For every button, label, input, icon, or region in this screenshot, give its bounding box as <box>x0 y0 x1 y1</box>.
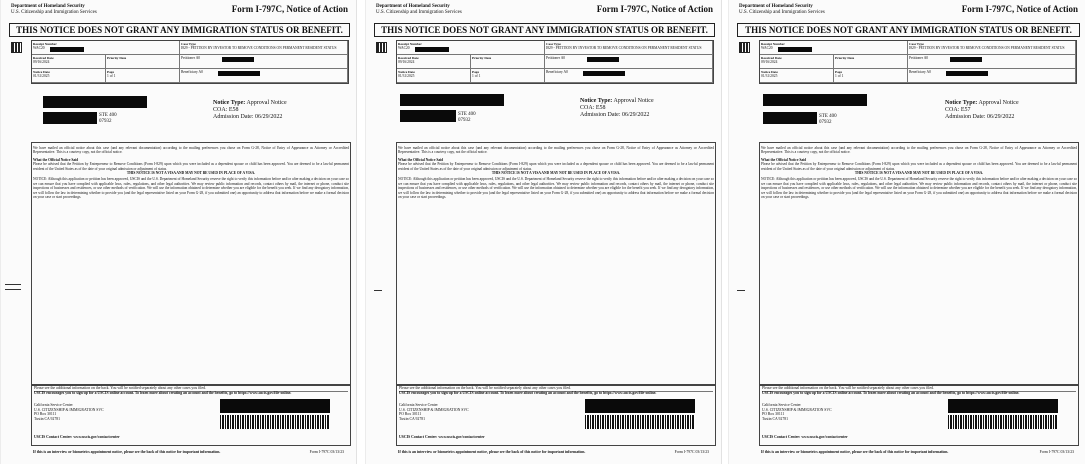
agency-name: Department of Homeland Security <box>11 4 85 9</box>
additional-info: Please see the additional information on the back. You will be notified separately about any other cases you filed. <box>399 386 713 392</box>
notice-date-label: Notice Date <box>398 70 415 74</box>
case-type-cell <box>180 41 348 55</box>
beneficiary-label: Beneficiary <box>546 70 563 74</box>
receipt-label: Receipt Number <box>33 42 57 46</box>
redaction <box>415 47 449 52</box>
beneficiary-value: A0 <box>198 70 203 74</box>
barcode <box>220 415 330 429</box>
received-date-label: Received Date <box>761 56 782 60</box>
notice-type-label: Notice Type: <box>580 98 613 104</box>
petitioner-value: A0 <box>923 56 929 60</box>
petitioner-value: A0 <box>195 56 201 60</box>
office-line-3: PO Box 30111 <box>399 412 422 417</box>
address-line-2: 07932 <box>819 120 832 125</box>
online-account-text: USCIS encourages you to sign up for a USCIS online account. To learn more about creating an account and the benefits, go to https://www.uscis.gov/file-online. <box>34 391 292 395</box>
address-redaction <box>400 94 504 106</box>
body-heading: What the Official Notice Said <box>761 157 807 162</box>
agency-name: Department of Homeland Security <box>739 4 813 9</box>
petitioner-cell <box>545 55 713 69</box>
notice-date-label: Notice Date <box>761 70 778 74</box>
case-type-label: Case Type <box>181 42 196 46</box>
contact-center: USCIS Contact Center: www.uscis.gov/contactcenter <box>762 435 848 439</box>
beneficiary-cell <box>908 69 1076 83</box>
office-line-4: Tustin CA 92781 <box>762 416 789 421</box>
received-date-value: 09/16/2024 <box>33 60 50 64</box>
additional-info: Please see the additional information on the back. You will be notified separately about any other cases you filed. <box>34 386 348 392</box>
petitioner-label: Petitioner <box>546 56 560 60</box>
redaction <box>946 71 988 76</box>
case-type-value: I829 - PETITION BY INVESTOR TO REMOVE CONDITIONS ON PERMANENT RESIDENT STATUS <box>546 46 702 50</box>
receipt-cell <box>397 41 545 55</box>
online-account-text: USCIS encourages you to sign up for a USCIS online account. To learn more about creating an account and the benefits, go to https://www.uscis.gov/file-online. <box>399 391 657 395</box>
notice-body <box>761 146 1077 199</box>
case-type-label: Case Type <box>909 42 924 46</box>
coa: COA: E57 <box>945 107 971 113</box>
case-header-table <box>396 40 714 84</box>
received-date-cell <box>760 55 834 69</box>
receipt-value: WAC20 <box>761 46 773 50</box>
sub-agency-name: U.S. Citizenship and Immigration Services <box>739 10 825 15</box>
notice-type-value: Approval Notice <box>613 98 654 104</box>
address-line-2: 07932 <box>458 118 471 123</box>
coa: COA: E58 <box>213 107 239 113</box>
page-label: Page <box>835 70 842 74</box>
form-title: Form I-797C, Notice of Action <box>961 4 1078 14</box>
coa: COA: E58 <box>580 105 606 111</box>
beneficiary-cell <box>545 69 713 83</box>
receipt-label: Receipt Number <box>761 42 785 46</box>
visa-warning: THIS NOTICE IS NOT A VISA AND MAY NOT BE USED IN PLACE OF A VISA. <box>126 171 256 176</box>
agency-name: Department of Homeland Security <box>376 4 450 9</box>
beneficiary-label: Beneficiary <box>909 70 926 74</box>
received-date-label: Received Date <box>398 56 419 60</box>
notice-type <box>580 98 654 105</box>
intro-text: We have mailed an official notice about this case (and any relevant documentation) according to the mailing preferences you chose on Form G-28, Notice of Entry of Appearance as Attorney or Accredited Representative. This is a courtesy copy, not the official notice. <box>761 146 1077 155</box>
notice-page-2 <box>365 0 722 464</box>
redaction <box>950 57 982 62</box>
admission-date: Admission Date: 06/29/2022 <box>213 114 283 120</box>
bottom-section <box>31 384 351 446</box>
page-value: 1 of 1 <box>472 74 481 78</box>
priority-date-label: Priority Date <box>472 56 492 60</box>
visa-warning: THIS NOTICE IS NOT A VISA AND MAY NOT BE USED IN PLACE OF A VISA. <box>854 171 984 176</box>
sub-agency-name: U.S. Citizenship and Immigration Services <box>376 10 462 15</box>
received-date-cell <box>397 55 471 69</box>
notice-text: NOTICE: Although this application or petition has been approved, USCIS and the U.S. Department of Homeland Security reserve the right to verify this information before and/or after making a decision on your case so we can ensure that you have complied with applicable laws, rules, regulations, and other legal authorities. We may review public information and records, contact others by mail, the internet or phone, conduct site inspections of businesses and residences, or use other methods of verification. We will use the information obtained to determine whether you are eligible for the benefit you seek. If we find any derogatory information, we will follow the law in determining whether to provide you (and the legal representative listed on your Form G-28, if you submitted one) an opportunity to address that information before we make a formal decision on your case or start proceedings. <box>398 177 714 200</box>
case-type-cell <box>545 41 713 55</box>
qr-code-icon <box>11 42 22 53</box>
notice-date-value: 01/31/2025 <box>33 74 50 78</box>
form-title: Form I-797C, Notice of Action <box>231 4 348 14</box>
margin-mark <box>5 284 21 290</box>
office-line-1: California Service Center <box>399 403 438 407</box>
address-redaction <box>763 112 817 124</box>
priority-date-label: Priority Date <box>107 56 127 60</box>
notice-type-label: Notice Type: <box>945 100 978 106</box>
office-address <box>399 403 469 421</box>
sub-agency-name: U.S. Citizenship and Immigration Services <box>11 10 97 15</box>
petitioner-cell <box>908 55 1076 69</box>
redaction <box>778 47 812 52</box>
intro-text: We have mailed an official notice about this case (and any relevant documentation) according to the mailing preferences you chose on Form G-28, Notice of Entry of Appearance as Attorney or Accredited Representative. This is a courtesy copy, not the official notice. <box>398 146 714 155</box>
petitioner-label: Petitioner <box>181 56 195 60</box>
priority-date-cell <box>471 55 545 69</box>
address-redaction <box>400 110 456 122</box>
page-label: Page <box>472 70 479 74</box>
beneficiary-cell <box>180 69 348 83</box>
address-redaction <box>43 112 97 124</box>
office-address <box>34 403 104 421</box>
admission-date: Admission Date: 06/29/2022 <box>580 112 650 118</box>
notice-date-value: 01/31/2025 <box>761 74 778 78</box>
received-date-cell <box>32 55 106 69</box>
footer-note: If this is an interview or biometrics appointment notice, please see the back of this notice for important information. <box>398 450 586 454</box>
barcode-redaction <box>948 399 1058 413</box>
office-line-1: California Service Center <box>762 403 801 407</box>
contact-center: USCIS Contact Center: www.uscis.gov/contactcenter <box>34 435 120 439</box>
address-line-1: STE 400 <box>99 113 117 118</box>
case-header-table <box>31 40 349 84</box>
redaction <box>50 47 84 52</box>
barcode-redaction <box>220 399 330 413</box>
received-date-label: Received Date <box>33 56 54 60</box>
beneficiary-label: Beneficiary <box>181 70 198 74</box>
notice-type <box>213 100 287 107</box>
address-redaction <box>43 96 147 108</box>
notice-type-value: Approval Notice <box>246 100 287 106</box>
notice-date-cell <box>397 69 471 83</box>
page-cell <box>834 69 908 83</box>
beneficiary-value: A0 <box>563 70 568 74</box>
page-label: Page <box>107 70 114 74</box>
petitioner-cell <box>180 55 348 69</box>
notice-body <box>33 146 349 199</box>
body-paragraph: Please be advised that the Petition by Entrepreneur to Remove Conditions (Form I-829) upon which you were included as a dependent spouse or child has been approved. You are deemed to be a lawful permanent resident of the United States as of the date of your original admission or adjustment of status. <box>398 162 714 171</box>
office-line-2: U.S. CITIZENSHIP & IMMIGRATION SVC <box>762 407 832 412</box>
received-date-value: 09/16/2024 <box>761 60 778 64</box>
notice-type-value: Approval Notice <box>978 100 1019 106</box>
case-type-label: Case Type <box>546 42 561 46</box>
notice-body <box>398 146 714 199</box>
form-version: Form I-797C 03/13/23 <box>309 450 344 454</box>
office-line-2: U.S. CITIZENSHIP & IMMIGRATION SVC <box>399 407 469 412</box>
bottom-section <box>759 384 1079 446</box>
case-type-value: I829 - PETITION BY INVESTOR TO REMOVE CONDITIONS ON PERMANENT RESIDENT STATUS <box>181 46 337 50</box>
qr-code-icon <box>376 42 387 53</box>
notice-date-value: 01/31/2025 <box>398 74 415 78</box>
bottom-section <box>396 384 716 446</box>
petitioner-label: Petitioner <box>909 56 923 60</box>
online-account-text: USCIS encourages you to sign up for a USCIS online account. To learn more about creating an account and the benefits, go to https://www.uscis.gov/file-online. <box>762 391 1020 395</box>
notice-page-3 <box>728 0 1085 464</box>
barcode <box>948 415 1058 429</box>
page-value: 1 of 1 <box>835 74 844 78</box>
notice-date-label: Notice Date <box>33 70 50 74</box>
intro-text: We have mailed an official notice about this case (and any relevant documentation) according to the mailing preferences you chose on Form G-28, Notice of Entry of Appearance as Attorney or Accredited Representative. This is a courtesy copy, not the official notice. <box>33 146 349 155</box>
page-cell <box>471 69 545 83</box>
additional-info: Please see the additional information on the back. You will be notified separately about any other cases you filed. <box>762 386 1076 392</box>
footer-note: If this is an interview or biometrics appointment notice, please see the back of this notice for important information. <box>761 450 949 454</box>
office-line-3: PO Box 30111 <box>34 412 57 417</box>
priority-date-cell <box>834 55 908 69</box>
priority-date-label: Priority Date <box>835 56 855 60</box>
notice-text: NOTICE: Although this application or petition has been approved, USCIS and the U.S. Department of Homeland Security reserve the right to verify this information before and/or after making a decision on your case so we can ensure that you have complied with applicable laws, rules, regulations, and other legal authorities. We may review public information and records, contact others by mail, the internet or phone, conduct site inspections of businesses and residences, or use other methods of verification. We will use the information obtained to determine whether you are eligible for the benefit you seek. If we find any derogatory information, we will follow the law in determining whether to provide you (and the legal representative listed on your Form G-28, if you submitted one) an opportunity to address that information before we make a formal decision on your case or start proceedings. <box>761 177 1077 200</box>
qr-code-icon <box>739 42 750 53</box>
address-redaction <box>763 94 867 106</box>
office-line-2: U.S. CITIZENSHIP & IMMIGRATION SVC <box>34 407 104 412</box>
beneficiary-value: A0 <box>926 70 931 74</box>
margin-mark <box>737 290 745 291</box>
address-line-1: STE 400 <box>458 112 476 117</box>
office-address <box>762 403 832 421</box>
contact-center: USCIS Contact Center: www.uscis.gov/contactcenter <box>399 435 485 439</box>
notice-text: NOTICE: Although this application or petition has been approved, USCIS and the U.S. Department of Homeland Security reserve the right to verify this information before and/or after making a decision on your case so we can ensure that you have complied with applicable laws, rules, regulations, and other legal authorities. We may review public information and records, contact others by mail, the internet or phone, conduct site inspections of businesses and residences, or use other methods of verification. We will use the information obtained to determine whether you are eligible for the benefit you seek. If we find any derogatory information, we will follow the law in determining whether to provide you (and the legal representative listed on your Form G-28, if you submitted one) an opportunity to address that information before we make a formal decision on your case or start proceedings. <box>33 177 349 200</box>
margin-mark <box>374 290 382 291</box>
footer-note: If this is an interview or biometrics appointment notice, please see the back of this notice for important information. <box>33 450 221 454</box>
redaction <box>583 71 625 76</box>
body-paragraph: Please be advised that the Petition by Entrepreneur to Remove Conditions (Form I-829) upon which you were included as a dependent spouse or child has been approved. You are deemed to be a lawful permanent resident of the United States as of the date of your original admission or adjustment of status. <box>33 162 349 171</box>
redaction <box>218 71 260 76</box>
status-banner: THIS NOTICE DOES NOT GRANT ANY IMMIGRATION STATUS OR BENEFIT. <box>737 23 1080 37</box>
admission-date: Admission Date: 06/29/2022 <box>945 114 1015 120</box>
receipt-value: WAC20 <box>33 46 45 50</box>
case-header-table <box>759 40 1077 84</box>
address-line-2: 07932 <box>99 119 112 124</box>
office-line-1: California Service Center <box>34 403 73 407</box>
office-line-4: Tustin CA 92781 <box>399 416 426 421</box>
receipt-label: Receipt Number <box>398 42 422 46</box>
redaction <box>222 57 254 62</box>
body-paragraph: Please be advised that the Petition by Entrepreneur to Remove Conditions (Form I-829) upon which you were included as a dependent spouse or child has been approved. You are deemed to be a lawful permanent resident of the United States as of the date of your original admission or adjustment of status. <box>761 162 1077 171</box>
received-date-value: 09/16/2024 <box>398 60 415 64</box>
visa-warning: THIS NOTICE IS NOT A VISA AND MAY NOT BE USED IN PLACE OF A VISA. <box>491 171 621 176</box>
petitioner-value: A0 <box>560 56 566 60</box>
office-line-4: Tustin CA 92781 <box>34 416 61 421</box>
page-cell <box>106 69 180 83</box>
barcode-redaction <box>585 399 695 413</box>
case-type-value: I829 - PETITION BY INVESTOR TO REMOVE CONDITIONS ON PERMANENT RESIDENT STATUS <box>909 46 1065 50</box>
page-value: 1 of 1 <box>107 74 116 78</box>
notice-page-1 <box>0 0 357 464</box>
receipt-cell <box>32 41 180 55</box>
body-heading: What the Official Notice Said <box>33 157 79 162</box>
body-heading: What the Official Notice Said <box>398 157 444 162</box>
redaction <box>587 57 619 62</box>
receipt-cell <box>760 41 908 55</box>
form-version: Form I-797C 03/13/23 <box>1039 450 1074 454</box>
notice-type-label: Notice Type: <box>213 100 246 106</box>
notice-date-cell <box>32 69 106 83</box>
status-banner: THIS NOTICE DOES NOT GRANT ANY IMMIGRATION STATUS OR BENEFIT. <box>374 23 715 37</box>
address-line-1: STE 400 <box>819 114 837 119</box>
receipt-value: WAC20 <box>398 46 410 50</box>
form-version: Form I-797C 03/13/23 <box>674 450 709 454</box>
barcode <box>585 415 695 429</box>
notice-date-cell <box>760 69 834 83</box>
notice-type <box>945 100 1019 107</box>
form-title: Form I-797C, Notice of Action <box>596 4 713 14</box>
office-line-3: PO Box 30111 <box>762 412 785 417</box>
priority-date-cell <box>106 55 180 69</box>
status-banner: THIS NOTICE DOES NOT GRANT ANY IMMIGRATION STATUS OR BENEFIT. <box>9 23 350 37</box>
case-type-cell <box>908 41 1076 55</box>
